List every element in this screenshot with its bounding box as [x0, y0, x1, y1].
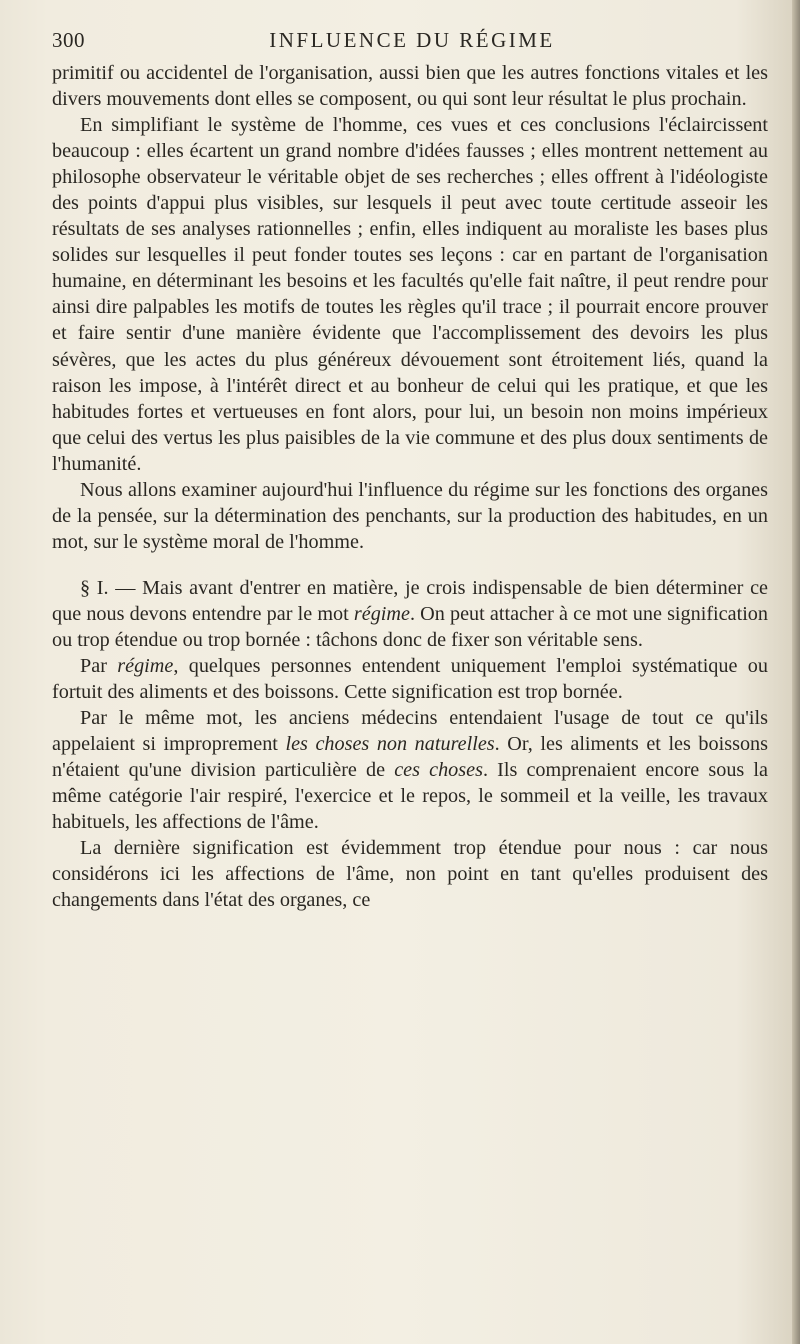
- paragraph-p1: [52, 60, 768, 112]
- text-run: . Or, les aliments et les boissons n'étaient qu'une division particulière de: [52, 733, 768, 782]
- text-run: , quelques personnes entendent uniquement l'emploi systématique ou fortuit des aliments et des boissons. Cette signification est trop bornée.: [52, 655, 768, 704]
- italic-term: régime: [353, 602, 410, 625]
- text-run: En simplifiant le système de l'homme, ces vues et ces conclusions l'éclaircissent beaucoup : elles écartent un grand nombre d'idées fausses ; elles montrent nettement au philosophe observateur le véritable objet de ses recherches ; elles offrent à l'idéologiste des points d'appui plus visibles, sur lesquels il peut avec toute certitude asseoir les résultats de ses analyses rationnelles ; enfin, elles indiquent au moraliste les bases plus solides sur lesquelles il peut fonder toutes ses leçons : car en partant de l'organisation humaine, en déterminant les besoins et les facultés qu'elle fait naître, il peut rendre pour ainsi dire palpables les motifs de toutes les règles qu'il trace ; il pourrait encore prouver et faire sentir d'une manière évidente que l'accomplissement des devoirs les plus sévères, que les actes du plus généreux dévouement sont étroitement liés, quand la raison les impose, à l'intérêt direct et au bonheur de celui qui les pratique, et que les habitudes fortes et vertueuses en font alors, pour lui, un besoin non moins impérieux que celui des vertus les plus paisibles de la vie commune et des plus doux sentiments de l'humanité.: [52, 114, 768, 475]
- paragraph-p2: [52, 112, 768, 477]
- text-run: Par le même mot, les anciens médecins entendaient l'usage de tout ce qu'ils appelaient si improprement: [52, 707, 768, 756]
- page-number: 300: [52, 28, 85, 52]
- paragraph-p3: [52, 477, 768, 555]
- text-run: . On peut attacher à ce mot une signification ou trop étendue ou trop bornée : tâchons donc de fixer son véritable sens.: [52, 602, 768, 651]
- italic-term: les choses non naturelles: [285, 733, 495, 756]
- running-head-title: INFLUENCE DU RÉGIME: [269, 28, 555, 52]
- body-text: [52, 60, 768, 914]
- paragraph-p7: [52, 835, 768, 913]
- running-head: [52, 28, 772, 56]
- page-edge-shadow: [792, 0, 800, 1344]
- text-run: Nous allons examiner aujourd'hui l'influence du régime sur les fonctions des organes de la pensée, sur la détermination des penchants, sur la production des habitudes, en un mot, sur le système moral de l'homme.: [52, 478, 768, 553]
- text-run: § I. — Mais avant d'entrer en matière, je crois indispensable de bien déterminer ce que nous devons entendre par le mot: [52, 576, 768, 625]
- paragraph-p5: [52, 653, 768, 705]
- text-run: La dernière signification est évidemment trop étendue pour nous : car nous considérons ici les affections de l'âme, non point en tant qu'elles produisent des changements dans l'état des organes, ce: [52, 837, 768, 912]
- italic-term: régime: [117, 655, 174, 678]
- text-run: . Ils comprenaient encore sous la même catégorie l'air respiré, l'exercice et le repos, le sommeil et la veille, les travaux habituels, les affections de l'âme.: [52, 759, 768, 834]
- paragraph-p6: [52, 705, 768, 835]
- italic-term: ces choses: [394, 759, 483, 782]
- paragraph-p4: [52, 575, 768, 653]
- text-run: primitif ou accidentel de l'organisation, aussi bien que les autres fonctions vitales et les divers mouvements dont elles se composent, ou qui sont leur résultat le plus prochain.: [52, 62, 768, 111]
- text-run: Par: [80, 655, 118, 678]
